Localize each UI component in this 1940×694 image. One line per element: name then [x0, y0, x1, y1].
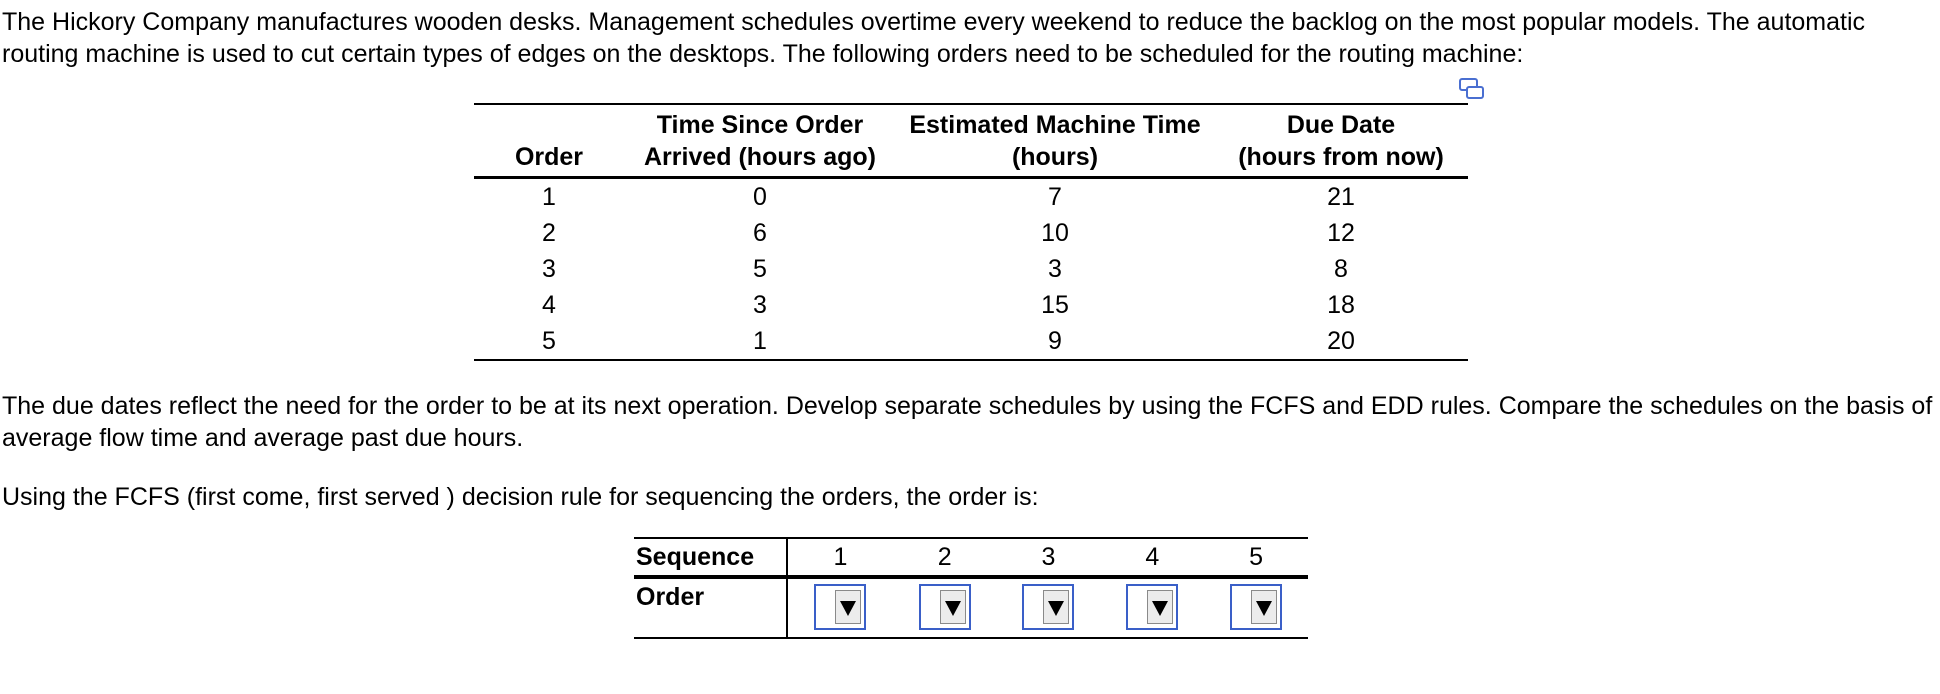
fcfs-prompt: Using the FCFS (first come, first served ) decision rule for sequencing the orders, the order is:: [2, 483, 1039, 511]
triangle-down-icon: [1048, 601, 1064, 616]
cell-machine-time: 15: [1041, 291, 1069, 319]
cell-order: 2: [542, 219, 556, 247]
cell-due-date: 12: [1327, 219, 1355, 247]
dropdown-button[interactable]: [1043, 590, 1069, 624]
table-row: [474, 215, 1468, 251]
triangle-down-icon: [1152, 601, 1168, 616]
order-dropdown-5[interactable]: [1230, 584, 1282, 630]
order-cell-5: [1204, 577, 1308, 638]
explanation-paragraph: The due dates reflect the need for the order to be at its next operation. Develop separate schedules by using the FCFS and EDD rules. Compare the schedules on the basis of average flow time and average past due hours.: [2, 392, 1933, 452]
triangle-down-icon: [1256, 601, 1272, 616]
cell-machine-time: 3: [1048, 255, 1062, 283]
order-cell-2: [893, 577, 997, 638]
order-dropdown-4[interactable]: [1126, 584, 1178, 630]
order-row-label: Order: [634, 577, 787, 638]
cell-time-since: 0: [753, 183, 767, 211]
col-header-order: Order: [474, 104, 624, 178]
order-cell-1: [787, 577, 893, 638]
col-header-time-since-order: Time Since Order Arrived (hours ago): [624, 104, 896, 178]
cell-time-since: 5: [753, 255, 767, 283]
sequence-row: [634, 538, 1308, 577]
cell-time-since: 3: [753, 291, 767, 319]
table-row: [474, 323, 1468, 360]
sequence-position-1: 1: [787, 538, 893, 577]
intro-paragraph: The Hickory Company manufactures wooden desks. Management schedules overtime every weekend to reduce the backlog on the most popular models. The automatic routing machine is used to cut certain types of edges on the desktops. The following orders need to be scheduled for the routing machine:: [2, 8, 1866, 68]
cell-machine-time: 7: [1048, 183, 1062, 211]
col-header-due-date: Due Date (hours from now): [1214, 104, 1468, 178]
cell-order: 4: [542, 291, 556, 319]
orders-table: [474, 103, 1468, 361]
copy-data-icon[interactable]: [1459, 78, 1485, 100]
sequence-position-3: 3: [997, 538, 1101, 577]
triangle-down-icon: [840, 601, 856, 616]
order-cell-3: [997, 577, 1101, 638]
order-dropdown-3[interactable]: [1022, 584, 1074, 630]
order-cell-4: [1100, 577, 1204, 638]
order-dropdown-1[interactable]: [814, 584, 866, 630]
cell-time-since: 6: [753, 219, 767, 247]
table-row: [474, 287, 1468, 323]
cell-due-date: 21: [1327, 183, 1355, 211]
sequence-position-2: 2: [893, 538, 997, 577]
orders-table-header-row: [474, 104, 1468, 178]
sequence-position-5: 5: [1204, 538, 1308, 577]
cell-due-date: 8: [1334, 255, 1348, 283]
cell-due-date: 20: [1214, 323, 1468, 360]
order-dropdown-2[interactable]: [919, 584, 971, 630]
table-row: [474, 251, 1468, 287]
cell-due-date: 18: [1327, 291, 1355, 319]
sequence-row-label: Sequence: [634, 538, 787, 577]
dropdown-button[interactable]: [835, 590, 861, 624]
dropdown-button[interactable]: [1147, 590, 1173, 624]
fcfs-sequence-table: [634, 537, 1308, 639]
cell-order: 3: [542, 255, 556, 283]
cell-order: 5: [474, 323, 624, 360]
cell-machine-time: 9: [896, 323, 1214, 360]
sequence-position-4: 4: [1100, 538, 1204, 577]
triangle-down-icon: [945, 601, 961, 616]
cell-time-since: 1: [624, 323, 896, 360]
dropdown-button[interactable]: [1251, 590, 1277, 624]
cell-machine-time: 10: [1041, 219, 1069, 247]
order-row: [634, 577, 1308, 638]
table-row: [474, 178, 1468, 216]
dropdown-button[interactable]: [940, 590, 966, 624]
col-header-estimated-machine-time: Estimated Machine Time (hours): [896, 104, 1214, 178]
cell-order: 1: [542, 183, 556, 211]
